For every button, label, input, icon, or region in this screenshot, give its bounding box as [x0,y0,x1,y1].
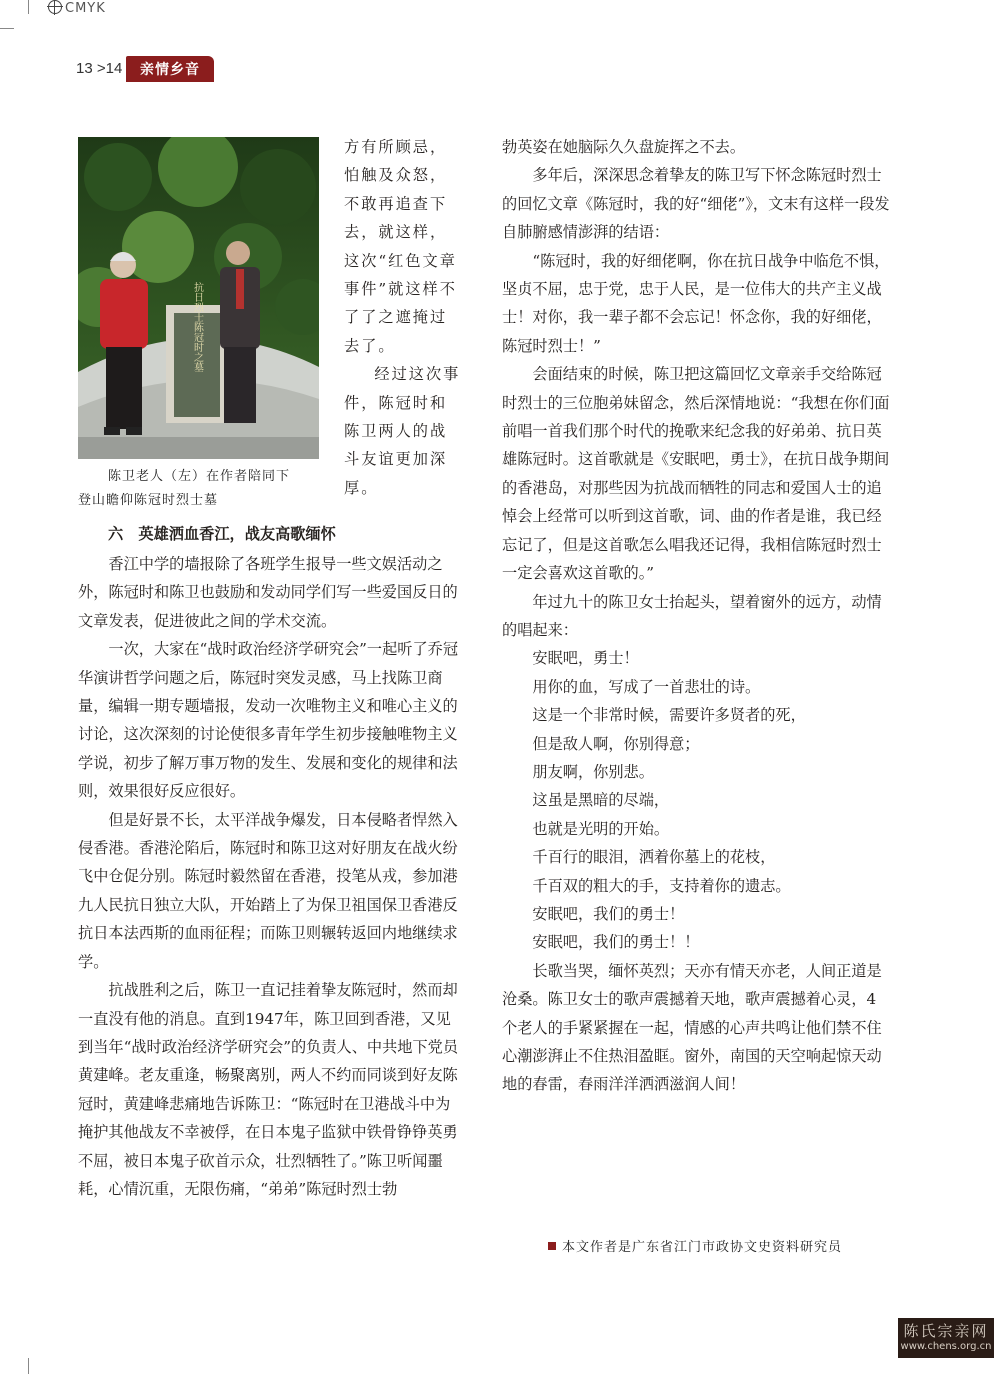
paragraph: 但是好景不长，太平洋战争爆发，日本侵略者悍然入侵香港。香港沦陷后，陈冠时和陈卫这对好朋友在战火纷飞中仓促分别。陈冠时毅然留在香港，投笔从戎，参加港九人民抗日独立大队，开始踏上了为保卫祖国保卫香港反抗日本法西斯的血雨征程；而陈卫则辗转返回内地继续求学。 [78,810,458,971]
author-note [548,1236,842,1255]
lyric-line: 这虽是黑暗的尽端， [532,791,670,810]
paragraph: 会面结束的时候，陈卫把这篇回忆文章亲手交给陈冠时烈士的三位胞弟妹留念，然后深情地说：“我想在你们面前唱一首我们那个时代的挽歌来纪念我的好弟弟、抗日英雄陈冠时。这首歌就是《安眠吧，勇士》，在抗日战争期间的香港岛，对那些因为抗战而牺牲的同志和爱国人士的追悼会上经常可以听到这首歌，词、曲的作者是谁，我已经忘记了，但是这首歌怎么唱我还记得，我相信陈冠时烈士一定会喜欢这首歌的。” [502,365,890,583]
caption-line: 陈卫老人（左）在作者陪同下 [108,469,291,484]
paragraph: 一次，大家在“战时政治经济学研究会”一起听了乔冠华演讲哲学问题之后，陈冠时突发灵感，马上找陈卫商量，编辑一期专题墙报，发动一次唯物主义和唯心主义的讨论，这次深刻的讨论使很多青年学生初步接触唯物主义学说，初步了解万事万物的发生、发展和变化的规律和法则，效果很好反应很好。 [78,640,459,801]
crop-mark [28,0,29,14]
paragraph: 抗战胜利之后，陈卫一直记挂着挚友陈冠时，然而却一直没有他的消息。直到1947年，陈卫回到香港，又见到当年“战时政治经济学研究会”的负责人、中共地下党员黄建峰。老友重逢，畅聚离别，两人不约而同谈到好友陈冠时，黄建峰悲痛地告诉陈卫：“陈冠时在卫港战斗中为掩护其他战友不幸被俘，在日本鬼子监狱中铁骨铮铮英勇不屈，被日本鬼子砍首示众，壮烈牺牲了。”陈卫听闻噩耗，心情沉重，无限伤痛，“弟弟”陈冠时烈士勃 [78,981,459,1198]
lyric-line: 千百双的粗大的手，支持着你的遗志。 [532,876,791,895]
lyric-line: 用你的血，写成了一首悲壮的诗。 [532,677,761,696]
narrow-text-column [344,133,464,502]
lyric-line: 但是敌人啊，你别得意； [532,734,700,753]
tomb-engraving: 抗日烈士陈冠时之墓 [191,282,203,372]
paragraph: 勃英姿在她脑际久久盘旋挥之不去。 [502,138,745,156]
paragraph: 年过九十的陈卫女士抬起头，望着窗外的远方，动情的唱起来： [502,592,882,639]
paragraph: 香江中学的墙报除了各班学生报导一些文娱活动之外，陈冠时和陈卫也鼓励和发动同学们写一些爱国反日的文章发表，促进彼此之间的学术交流。 [78,555,458,630]
lyric-line: 也就是光明的开始。 [532,819,670,838]
memorial-photo-illustration [78,137,319,459]
cmyk-label: CMYK [65,1,106,16]
square-bullet-icon [548,1242,556,1250]
paragraph: 方有所顾忌，怕触及众怒，不敢再追查下去，就这样，这次“红色文章事件”就这样不了了之遮掩过去了。 [344,138,457,355]
lyric-line: 这是一个非常时候，需要许多贤者的死， [532,706,806,725]
memorial-photo [78,137,319,459]
print-registration-mark [48,0,106,16]
lyric-line: 朋友啊，你别悲。 [532,762,654,781]
section-title: 亲情乡音 [126,56,214,82]
section-heading: 六 英雄洒血香江，战友高歌缅怀 [108,525,336,543]
site-watermark [898,1318,994,1358]
registration-icon [48,0,62,14]
caption-line: 登山瞻仰陈冠时烈士墓 [78,493,219,508]
author-note-text: 本文作者是广东省江门市政协文史资料研究员 [562,1240,843,1255]
page-numbers: 13 >14 [76,60,123,77]
right-text-column [502,133,890,1099]
lyric-line: 安眠吧，我们的勇士！！ [532,933,700,952]
crop-mark [0,28,14,29]
left-text-column [78,550,464,1203]
watermark-title: 陈氏宗亲网 [903,1322,989,1340]
lyric-line: 千百行的眼泪，洒着你墓上的花枝， [532,848,776,867]
song-lyrics [502,644,890,956]
watermark-url: www.chens.org.cn [900,1341,992,1352]
lyric-line: 安眠吧，我们的勇士！ [532,904,685,923]
crop-mark [28,1358,29,1374]
paragraph: 经过这次事件，陈冠时和陈卫两人的战斗友谊更加深厚。 [344,365,461,497]
paragraph: “陈冠时，我的好细佬啊，你在抗日战争中临危不惧，坚贞不屈，忠于党，忠于人民，是一位伟大的共产主义战士！对你，我一辈子都不会忘记！怀念你，我的好细佬，陈冠时烈士！” [502,251,890,355]
paragraph: 多年后，深深思念着挚友的陈卫写下怀念陈冠时烈士的回忆文章《陈冠时，我的好“细佬”》，文末有这样一段发自肺腑感情澎湃的结语： [502,166,890,242]
lyric-line: 安眠吧，勇士！ [532,649,639,668]
photo-caption [78,465,328,513]
paragraph: 长歌当哭，缅怀英烈；天亦有情天亦老，人间正道是沧桑。陈卫女士的歌声震撼着天地，歌声震撼着心灵，4个老人的手紧紧握在一起，情感的心声共鸣让他们禁不住心潮澎湃止不住热泪盈眶。窗外，南国的天空响起惊天动地的春雷，春雨洋洋洒洒滋润人间！ [502,961,882,1094]
